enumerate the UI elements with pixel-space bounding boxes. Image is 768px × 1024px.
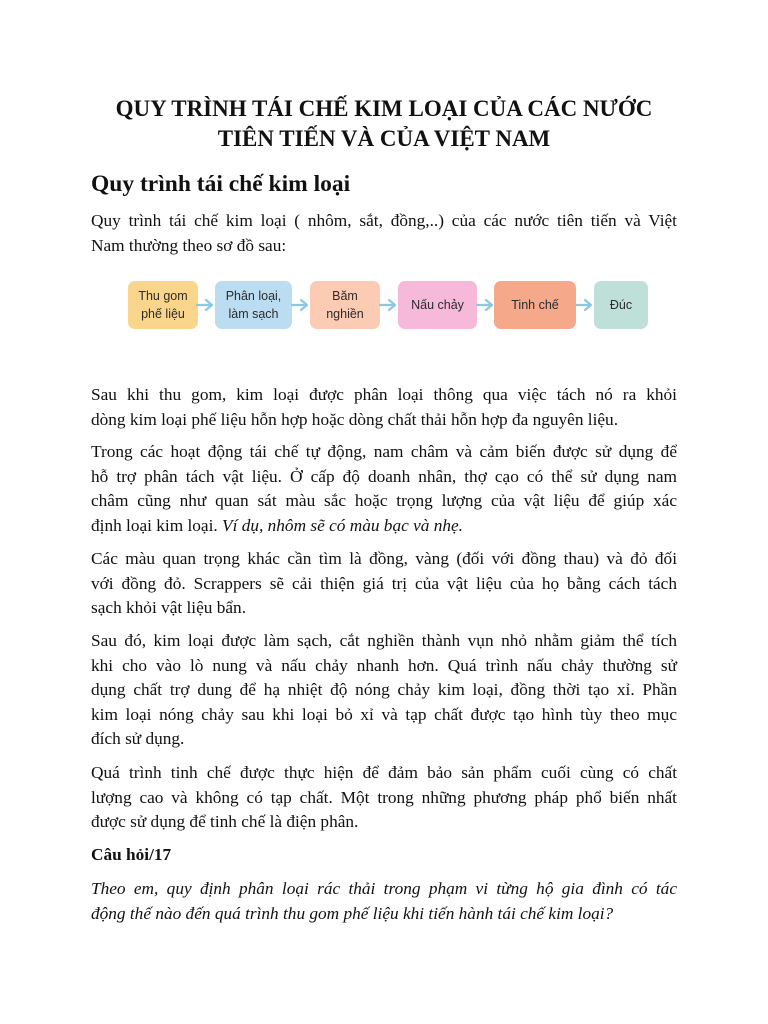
flow-step-sort-clean: Phân loại, làm sạch xyxy=(215,281,292,329)
flow-step-cast: Đúc xyxy=(594,281,648,329)
arrow-right-icon xyxy=(196,297,216,313)
title-line-1: QUY TRÌNH TÁI CHẾ KIM LOẠI CỦA CÁC NƯỚC xyxy=(115,96,653,121)
flow-step-refine: Tinh chế xyxy=(494,281,576,329)
intro-paragraph: Quy trình tái chế kim loại ( nhôm, sắt, đồng,..) của các nước tiên tiến và Việt Nam thường theo sơ đồ sau: xyxy=(91,211,677,255)
arrow-right-icon xyxy=(379,297,399,313)
arrow-right-icon xyxy=(291,297,311,313)
section-heading: Quy trình tái chế kim loại xyxy=(91,171,351,197)
arrow-right-icon xyxy=(575,297,595,313)
question-label: Câu hỏi/17 xyxy=(91,845,172,864)
paragraph-automated-separation: Trong các hoạt động tái chế tự động, nam châm và cảm biến được sử dụng để hỗ trợ phân tách vật liệu. Ở cấp độ doanh nhân, thợ cạo có thể sử dụng nam châm cũng như quan sát màu sắc hoặc trọng lượng của vật liệu để giúp xác định loại kim loại. Ví dụ, nhôm sẽ có màu bạc và nhẹ. xyxy=(91,442,677,535)
document-title xyxy=(60,94,708,154)
flow-step-shred: Băm nghiền xyxy=(310,281,380,329)
title-line-2: TIÊN TIẾN VÀ CỦA VIỆT NAM xyxy=(217,126,551,151)
process-flow-diagram xyxy=(128,281,648,329)
flow-step-melt: Nấu chảy xyxy=(398,281,477,329)
paragraph-colors: Các màu quan trọng khác cần tìm là đồng, vàng (đối với đồng thau) và đỏ đối với đồng đỏ. Scrappers sẽ cải thiện giá trị của vật liệu của họ bằng cách tách sạch khỏi vật liệu bẩn. xyxy=(91,549,677,617)
flow-step-collect: Thu gom phế liệu xyxy=(128,281,198,329)
arrow-right-icon xyxy=(476,297,496,313)
question-text: Theo em, quy định phân loại rác thải trong phạm vi từng hộ gia đình có tác động thế nào đến quá trình thu gom phế liệu khi tiến hành tái chế kim loại? xyxy=(91,879,677,923)
example-note: Ví dụ, nhôm sẽ có màu bạc và nhẹ. xyxy=(222,515,463,535)
paragraph-sorting: Sau khi thu gom, kim loại được phân loại thông qua việc tách nó ra khỏi dòng kim loại phế liệu hỗn hợp hoặc dòng chất thải hỗn hợp đa nguyên liệu. xyxy=(91,385,677,429)
paragraph-melting: Sau đó, kim loại được làm sạch, cắt nghiền thành vụn nhỏ nhằm giảm thể tích khi cho vào lò nung và nấu chảy nhanh hơn. Quá trình nấu chảy thường sử dụng chất trợ dung để hạ nhiệt độ nóng chảy kim loại, đồng thời tạo xỉ. Phần kim loại nóng chảy sau khi loại bỏ xỉ và tạp chất được tạo hình tùy theo mục đích sử dụng. xyxy=(91,631,677,748)
paragraph-refining: Quá trình tinh chế được thực hiện để đảm bảo sản phẩm cuối cùng có chất lượng cao và không có tạp chất. Một trong những phương pháp phổ biến nhất được sử dụng để tinh chế là điện phân. xyxy=(91,763,677,831)
